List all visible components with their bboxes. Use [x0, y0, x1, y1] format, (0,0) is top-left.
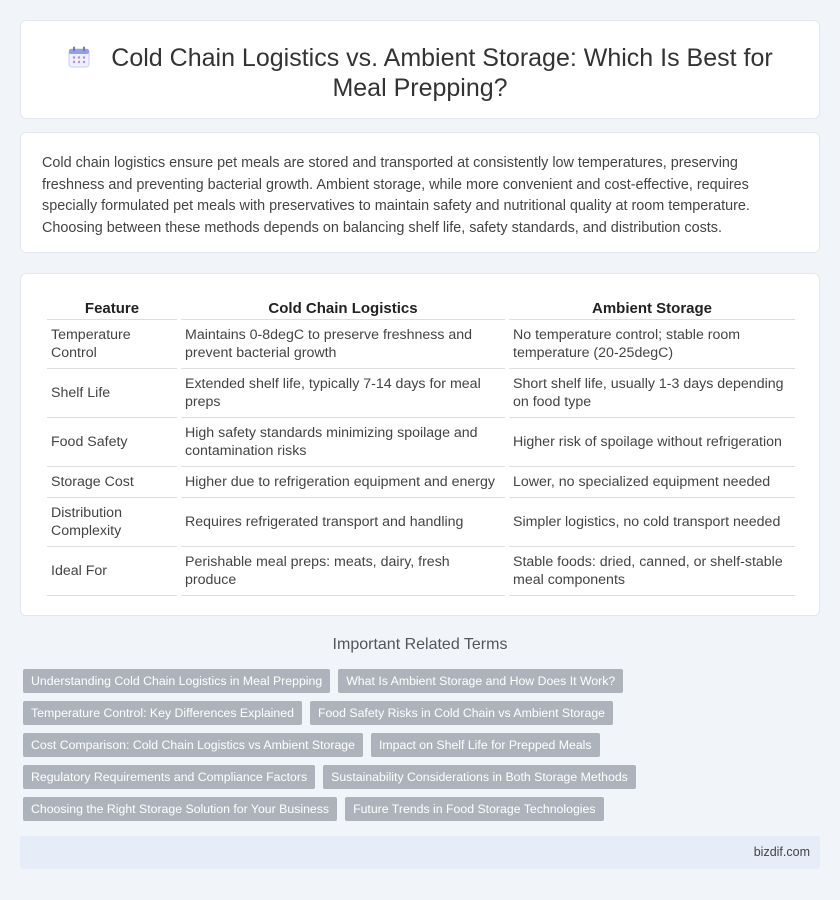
ambient-cell: Stable foods: dried, canned, or shelf-stable meal components — [509, 547, 795, 596]
related-term-tag[interactable]: Impact on Shelf Life for Prepped Meals — [371, 733, 600, 757]
cold-chain-cell: Perishable meal preps: meats, dairy, fresh produce — [181, 547, 505, 596]
ambient-cell: No temperature control; stable room temperature (20-25degC) — [509, 320, 795, 369]
cold-chain-cell: Maintains 0-8degC to preserve freshness and prevent bacterial growth — [181, 320, 505, 369]
table-row — [47, 467, 795, 498]
feature-cell: Shelf Life — [47, 369, 177, 418]
header-ambient: Ambient Storage — [509, 296, 795, 320]
tag-row — [23, 733, 823, 757]
related-term-tag[interactable]: Temperature Control: Key Differences Explained — [23, 701, 302, 725]
feature-cell: Temperature Control — [47, 320, 177, 369]
table-row — [47, 320, 795, 369]
related-terms-list — [23, 669, 823, 829]
feature-cell: Food Safety — [47, 418, 177, 467]
tag-row — [23, 701, 823, 725]
page-title-wrap — [21, 43, 819, 103]
footer-site-link[interactable]: bizdif.com — [753, 845, 810, 859]
related-term-tag[interactable]: Sustainability Considerations in Both Storage Methods — [323, 765, 636, 789]
feature-cell: Ideal For — [47, 547, 177, 596]
related-term-tag[interactable]: Future Trends in Food Storage Technologies — [345, 797, 603, 821]
related-term-tag[interactable]: Understanding Cold Chain Logistics in Meal Prepping — [23, 669, 330, 693]
related-term-tag[interactable]: Regulatory Requirements and Compliance Factors — [23, 765, 315, 789]
ambient-cell: Short shelf life, usually 1-3 days depending on food type — [509, 369, 795, 418]
tag-row — [23, 765, 823, 789]
ambient-cell: Simpler logistics, no cold transport needed — [509, 498, 795, 547]
related-term-tag[interactable]: Choosing the Right Storage Solution for Your Business — [23, 797, 337, 821]
comparison-card — [20, 273, 820, 616]
tag-row — [23, 797, 823, 821]
related-term-tag[interactable]: What Is Ambient Storage and How Does It Work? — [338, 669, 623, 693]
related-term-tag[interactable]: Cost Comparison: Cold Chain Logistics vs Ambient Storage — [23, 733, 363, 757]
header-cold-chain: Cold Chain Logistics — [181, 296, 505, 320]
calendar-icon — [67, 45, 91, 69]
ambient-cell: Higher risk of spoilage without refrigeration — [509, 418, 795, 467]
table-row — [47, 418, 795, 467]
intro-paragraph: Cold chain logistics ensure pet meals are stored and transported at consistently low temperatures, preserving freshness and preventing bacterial growth. Ambient storage, while more convenient and cost-effective, requires specially formulated pet meals with preservatives to maintain safety and nutritional quality at room temperature. Choosing between these methods depends on balancing shelf life, safety standards, and distribution costs. — [42, 155, 750, 236]
table-row — [47, 369, 795, 418]
table-row — [47, 547, 795, 596]
related-term-tag[interactable]: Food Safety Risks in Cold Chain vs Ambient Storage — [310, 701, 613, 725]
cold-chain-cell: Higher due to refrigeration equipment and energy — [181, 467, 505, 498]
footer-bar — [20, 836, 820, 869]
table-row — [47, 498, 795, 547]
intro-card — [20, 132, 820, 253]
header-feature: Feature — [47, 296, 177, 320]
comparison-table — [43, 296, 799, 596]
cold-chain-cell: Requires refrigerated transport and handling — [181, 498, 505, 547]
cold-chain-cell: Extended shelf life, typically 7-14 days for meal preps — [181, 369, 505, 418]
title-card — [20, 20, 820, 119]
feature-cell: Distribution Complexity — [47, 498, 177, 547]
page-title: Cold Chain Logistics vs. Ambient Storage: Which Is Best for Meal Prepping? — [111, 44, 773, 102]
ambient-cell: Lower, no specialized equipment needed — [509, 467, 795, 498]
feature-cell: Storage Cost — [47, 467, 177, 498]
related-terms-heading: Important Related Terms — [332, 636, 508, 653]
table-header-row — [47, 296, 795, 320]
tag-row — [23, 669, 823, 693]
cold-chain-cell: High safety standards minimizing spoilage and contamination risks — [181, 418, 505, 467]
